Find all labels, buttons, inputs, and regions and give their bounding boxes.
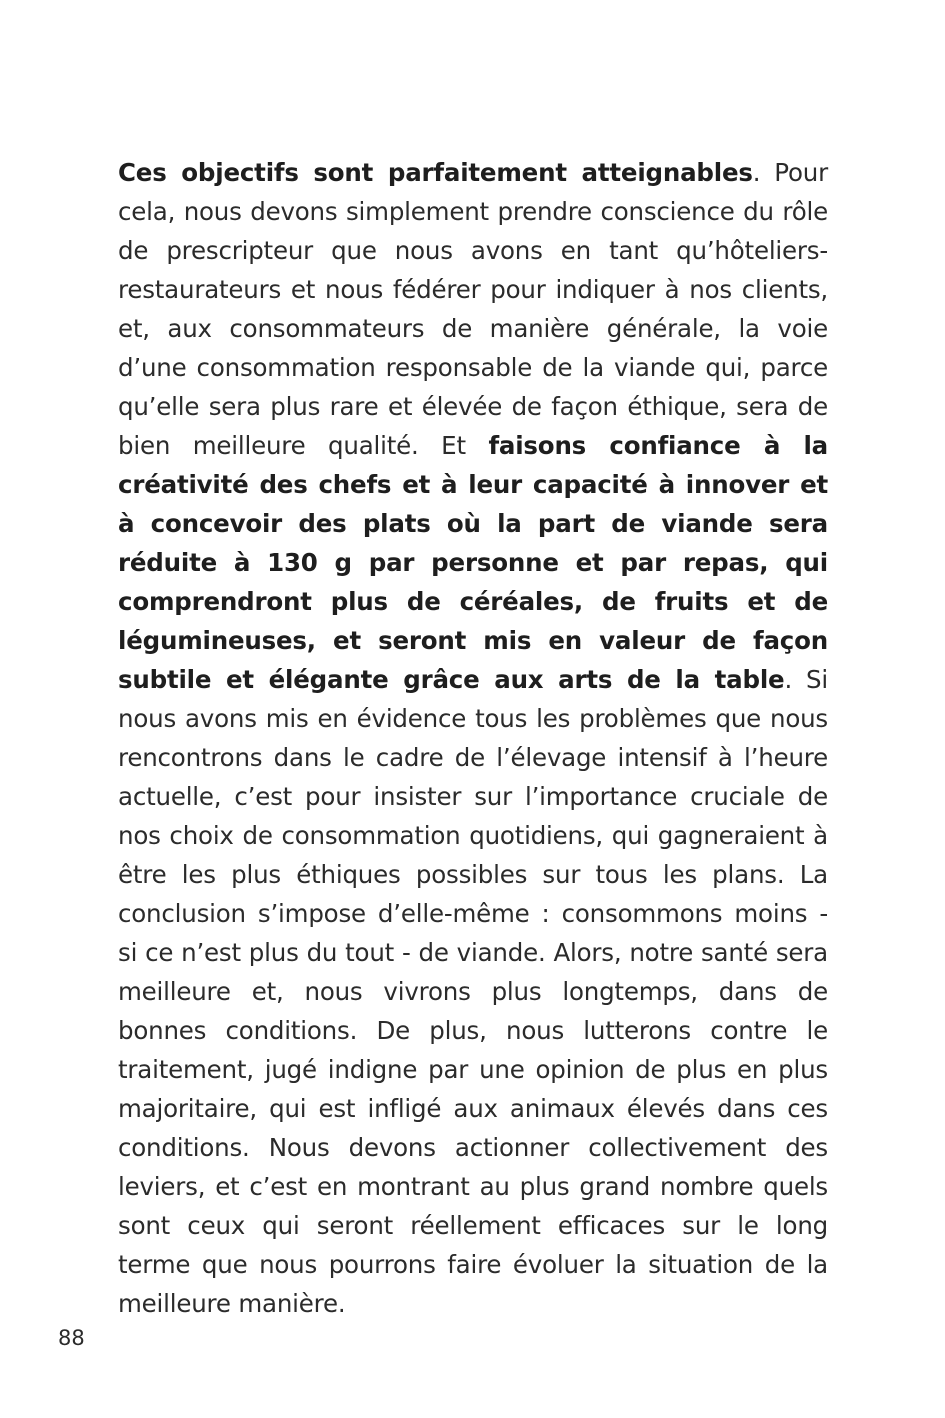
page-number: 88: [58, 1326, 85, 1350]
text-segment-prescriber: . Pour cela, nous devons simplement prendre conscience du rôle de prescripteur que nous avons en tant qu’hôteliers-restaurateurs et nous fédérer pour indiquer à nos clients, et, aux consommateurs de manière générale, la voie d’une consommation responsable de la viande qui, parce qu’elle sera plus rare et élevée de façon éthique, sera de bien meilleure qualité. Et: [118, 158, 828, 460]
body-paragraph: [118, 153, 828, 1323]
text-segment-conclusion: . Si nous avons mis en évidence tous les problèmes que nous rencontrons dans le cadre de l’élevage intensif à l’heure actuelle, c’est pour insister sur l’importance cruciale de nos choix de consommation quotidiens, qui gagneraient à être les plus éthiques possibles sur tous les plans. La conclusion s’impose d’elle-même : consommons moins - si ce n’est plus du tout - de viande. Alors, notre santé sera meilleure et, nous vivrons plus longtemps, dans de bonnes conditions. De plus, nous lutterons contre le traitement, jugé indigne par une opinion de plus en plus majoritaire, qui est infligé aux animaux élevés dans ces conditions. Nous devons actionner collectivement des leviers, et c’est en montrant au plus grand nombre quels sont ceux qui seront réellement efficaces sur le long terme que nous pourrons faire évoluer la situation de la meilleure manière.: [118, 665, 828, 1318]
bold-phrase-chefs-creativity: faisons confiance à la créativité des chefs et à leur capacité à innover et à concevoir des plats où la part de viande sera réduite à 130 g par personne et par repas, qui comprendront plus de céréales, de fruits et de légumineuses, et seront mis en valeur de façon subtile et élégante grâce aux arts de la table: [118, 431, 828, 694]
bold-phrase-objectives: Ces objectifs sont parfaitement atteignables: [118, 158, 753, 187]
